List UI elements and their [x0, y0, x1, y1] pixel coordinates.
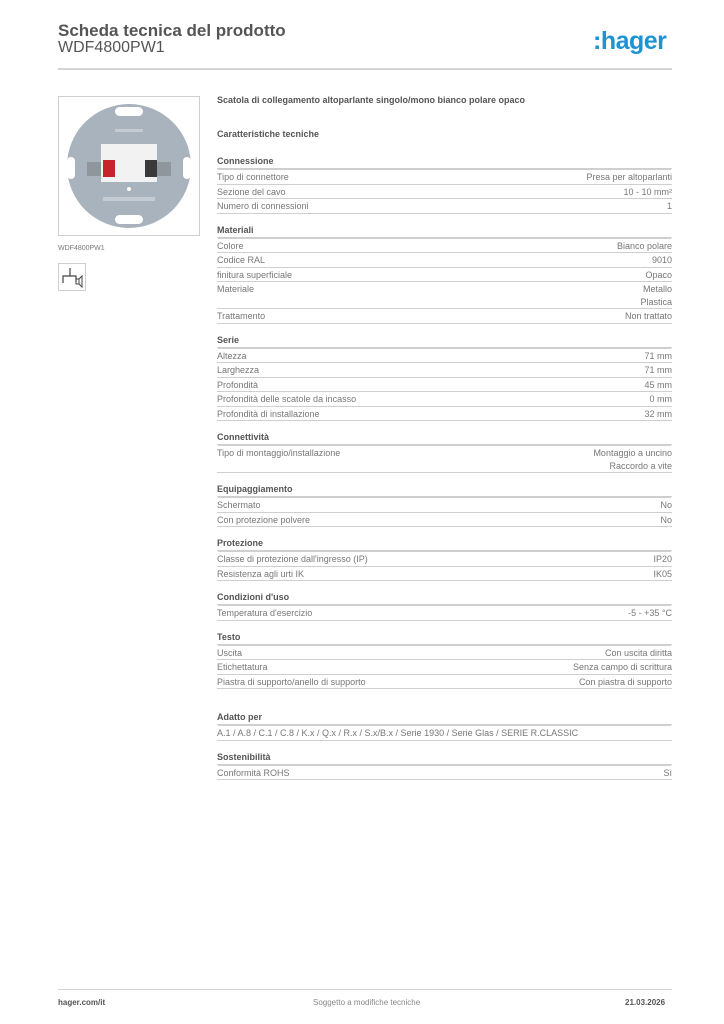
spec-label: Temperatura d'esercizio [217, 608, 313, 618]
speaker-connection-symbol-icon [58, 263, 86, 291]
spec-label: Uscita [217, 647, 243, 658]
footer-divider [58, 989, 672, 990]
spec-value: Montaggio a uncino [593, 448, 672, 458]
section-adatto-per [217, 711, 672, 741]
section-title: Condizioni d'uso [217, 591, 672, 605]
spec-label: Altezza [217, 350, 247, 361]
spec-value: -5 - +35 °C [628, 608, 672, 618]
section-condizioni-uso [217, 591, 672, 621]
spec-row [217, 766, 672, 781]
spec-row [217, 253, 672, 268]
spec-value: Opaco [645, 269, 672, 280]
section-title: Adatto per [217, 711, 672, 725]
speaker-box-photo-icon [59, 97, 199, 235]
spec-value: 32 mm [644, 408, 672, 419]
product-image [58, 96, 200, 236]
spec-value: Metallo [642, 284, 672, 294]
spec-value: IP20 [653, 554, 672, 564]
spec-label: Profondità di installazione [217, 408, 320, 419]
section-title: Sostenibilità [217, 751, 672, 765]
spec-row [217, 606, 672, 621]
spec-content [217, 95, 672, 790]
spec-label: Larghezza [217, 365, 260, 375]
spec-value: 45 mm [644, 379, 672, 390]
page-title: Scheda tecnica del prodotto [58, 21, 286, 40]
spec-value: No [660, 500, 672, 510]
spec-row [217, 552, 672, 567]
spec-label: Profondità delle scatole da incasso [217, 394, 357, 404]
spec-row [217, 446, 672, 473]
spec-row [217, 567, 672, 582]
tech-specs-title: Caratteristiche tecniche [217, 129, 320, 139]
section-title: Protezione [217, 537, 672, 551]
section-equipaggiamento [217, 483, 672, 527]
spec-label: Tipo di montaggio/installazione [217, 448, 341, 458]
spec-row [217, 675, 672, 690]
spec-row [217, 282, 672, 309]
spec-row [217, 660, 672, 675]
footer-date: 21.03.2026 [625, 998, 666, 1007]
spec-row [217, 646, 672, 661]
section-title: Connettività [217, 431, 672, 445]
section-title: Testo [217, 631, 672, 645]
spec-row [217, 268, 672, 283]
spec-label: Numero di connessioni [217, 201, 309, 211]
spec-label: Codice RAL [217, 255, 266, 265]
spec-row [217, 407, 672, 422]
spec-label: Profondità [217, 379, 259, 390]
spec-label: Con protezione polvere [217, 514, 311, 525]
section-protezione [217, 537, 672, 581]
section-materiali [217, 224, 672, 324]
spec-row [217, 726, 672, 741]
spec-value: IK05 [653, 568, 672, 579]
spec-label: Trattamento [217, 311, 266, 321]
spec-row [217, 309, 672, 324]
spec-label: finitura superficiale [217, 269, 293, 280]
compatible-series: A.1 / A.8 / C.1 / C.8 / K.x / Q.x / R.x / S.x/B.x / Serie 1930 / Serie Glas / SERIE R.CLASSIC [217, 728, 579, 738]
product-description: Scatola di collegamento altoparlante singolo/mono bianco polare opaco [217, 95, 526, 105]
spec-label: Piastra di supporto/anello di supporto [217, 676, 366, 687]
spec-value: Con piastra di supporto [578, 676, 672, 687]
spec-row [217, 392, 672, 407]
spec-value: Bianco polare [616, 240, 672, 251]
spec-label: Sezione del cavo [217, 186, 286, 197]
spec-value: 71 mm [644, 365, 672, 375]
section-connettivita [217, 431, 672, 473]
spec-row [217, 378, 672, 393]
spec-value: Presa per altoparlanti [586, 172, 672, 182]
footer-website-link[interactable]: hager.com/it [58, 998, 106, 1007]
spec-value: 71 mm [644, 350, 672, 361]
spec-value: No [660, 514, 672, 525]
spec-label: Tipo di connettore [217, 172, 289, 182]
spec-row [217, 513, 672, 528]
spec-label: Materiale [217, 284, 255, 294]
spec-label: Schermato [217, 500, 261, 510]
section-sostenibilita [217, 751, 672, 781]
spec-row [217, 349, 672, 364]
spec-label: Classe di protezione dall'ingresso (IP) [217, 554, 368, 564]
spec-value: Sì [663, 767, 672, 778]
spec-value-2: Plastica [640, 296, 672, 307]
section-title: Equipaggiamento [217, 483, 672, 497]
spec-row [217, 363, 672, 378]
spec-value-2: Raccordo a vite [609, 460, 672, 471]
spec-value: Con uscita diritta [604, 647, 672, 658]
spec-label: Resistenza agli urti IK [217, 568, 305, 579]
section-title: Connessione [217, 155, 672, 169]
spec-value: 10 - 10 mm² [623, 186, 672, 197]
spec-row [217, 239, 672, 254]
spec-value: 1 [666, 201, 672, 211]
product-code: WDF4800PW1 [58, 39, 165, 56]
spacer [217, 699, 672, 711]
spec-value: 0 mm [649, 394, 672, 404]
spec-label: Etichettatura [217, 662, 268, 672]
section-title: Materiali [217, 224, 672, 238]
spec-value: 9010 [651, 255, 672, 265]
spec-label: Conformità ROHS [217, 767, 290, 778]
footer-notice: Soggetto a modifiche tecniche [313, 998, 421, 1007]
hager-logo: :hager [593, 27, 667, 55]
section-connessione [217, 155, 672, 214]
section-testo [217, 631, 672, 690]
spec-value: Non trattato [624, 311, 672, 321]
spec-label: Colore [217, 240, 244, 251]
image-caption: WDF4800PW1 [58, 245, 105, 252]
spec-row [217, 170, 672, 185]
header-divider [58, 68, 672, 70]
spec-row [217, 199, 672, 214]
spec-value: Senza campo di scrittura [572, 662, 672, 672]
section-title: Serie [217, 334, 672, 348]
section-serie [217, 334, 672, 422]
spec-row [217, 185, 672, 200]
spec-row [217, 498, 672, 513]
